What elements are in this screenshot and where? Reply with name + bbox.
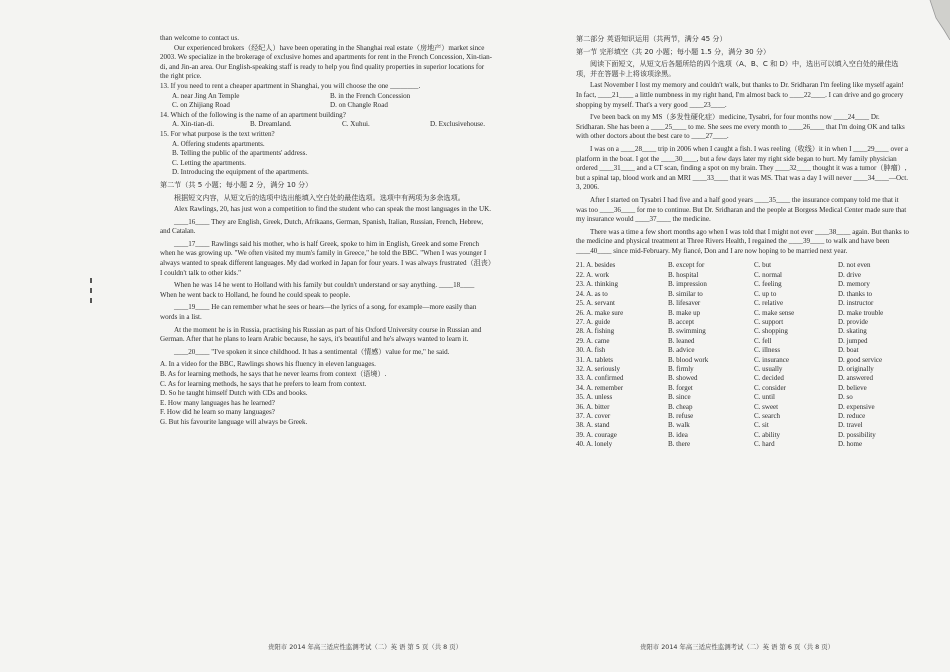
right-page [576, 34, 910, 450]
option-row [576, 337, 908, 346]
left-page [160, 34, 492, 428]
passage-paragraph: ____19____ He can remember what he sees or hears—the lyrics of a song, for example—more easily than words in a list. [160, 303, 477, 322]
option-b: B. showed [668, 374, 698, 383]
option-b: B. refuse [668, 411, 694, 420]
q14-options [160, 120, 492, 130]
option-a: 21. A. besides [576, 261, 616, 270]
option-a: 34. A. remember [576, 383, 624, 392]
option-b: B. blood work [668, 355, 709, 364]
choice-f: F. How did he learn so many languages? [160, 408, 275, 417]
option-a: 25. A. servant [576, 299, 615, 308]
option-c: C. until [754, 393, 776, 402]
option-a: 33. A. confirmed [576, 374, 624, 383]
option-b: B. make up [668, 308, 701, 317]
section-1-title: 第一节 完形填空（共 20 小题；每小题 1.5 分，满分 30 分） [576, 46, 771, 56]
option-row [576, 309, 908, 318]
q15-option-b: B. Telling the public of the apartments' address. [172, 149, 308, 158]
intro-line: than welcome to contact us. [160, 34, 239, 42]
option-a: 22. A. work [576, 270, 610, 279]
option-row [576, 327, 908, 336]
section-2-instructions: 根据短文内容，从短文后的选项中选出能填入空白处的最佳选项。选项中有两项为多余选项。 [174, 192, 465, 202]
option-c: C. shopping [754, 327, 788, 336]
option-row [576, 393, 908, 402]
option-d: D. not even [838, 261, 871, 270]
q15-option-a: A. Offering students apartments. [172, 139, 265, 148]
option-b: B. forget [668, 383, 693, 392]
choice-c: C. As for learning methods, he says that he prefers to learn from context. [160, 379, 367, 388]
section-2-title: 第二节（共 5 小题；每小题 2 分，满分 10 分） [160, 179, 313, 189]
option-c: C. usually [754, 364, 783, 373]
option-row [576, 318, 908, 327]
option-b: B. accept [668, 317, 695, 326]
option-a: 24. A. as to [576, 289, 608, 298]
option-c: C. ability [754, 430, 781, 439]
option-c: C. hard [754, 440, 775, 449]
option-a: 40. A. lonely [576, 440, 613, 449]
passage-paragraph: Alex Rawlings, 20, has just won a competition to find the student who can speak the most languages in the UK. [174, 205, 491, 214]
option-d: D. jumped [838, 336, 868, 345]
option-b: B. similar to [668, 289, 703, 298]
option-a: 29. A. came [576, 336, 610, 345]
option-a: 39. A. courage [576, 430, 617, 439]
passage-paragraph: ____20____ "I've spoken it since childhood. It has a sentimental（情感）value for me," he said. [174, 347, 450, 356]
cloze-paragraph: I've been back on my MS（多发性硬化症）medicine, Tysabri, for four months now ____24____ Dr. Sridharan. She has been a ____25____ to me. She sees me every month to ____26____ that I'm doing OK and talks with other doctors about the best care to ____27____. [576, 113, 905, 141]
option-b: B. swimming [668, 327, 706, 336]
option-c: C. but [754, 261, 772, 270]
option-c: C. up to [754, 289, 777, 298]
option-d: D. provide [838, 317, 868, 326]
choice-e: E. How many languages has he learned? [160, 398, 275, 407]
binding-marks [90, 278, 93, 308]
option-row [576, 421, 908, 430]
option-d: D. good service [838, 355, 883, 364]
option-row [576, 299, 908, 308]
right-page-footer: 贵阳市 2014 年高三适应性监测考试（二）英 语 第 6 页（共 8 页） [640, 643, 835, 651]
option-row [576, 374, 908, 383]
option-b: B. there [668, 440, 691, 449]
q13-option-c: C. on Zhijiang Road [172, 101, 230, 110]
option-a: 23. A. thinking [576, 280, 619, 289]
q13-option-a: A. near Jing An Temple [172, 91, 240, 100]
question-15: 15. For what purpose is the text written? [160, 129, 275, 138]
passage-paragraph: When he was 14 he went to Holland with his family but couldn't understand or say anything. ____18____ When he went back to Holland, he found he could speak to people. [160, 281, 475, 299]
option-c: C. relative [754, 299, 784, 308]
option-row [576, 280, 908, 289]
option-b: B. except for [668, 261, 705, 270]
option-b: B. lifesaver [668, 299, 701, 308]
option-c: C. normal [754, 270, 782, 279]
option-row [576, 261, 908, 270]
option-c: C. consider [754, 383, 786, 392]
choice-d: D. So he taught himself Dutch with CDs and books. [160, 389, 308, 398]
option-d: D. home [838, 440, 863, 449]
option-d: D. believe [838, 383, 867, 392]
option-c: C. illness [754, 346, 781, 355]
passage-paragraph: At the moment he is in Russia, practising his Russian as part of his Oxford University course in Russian and German. After that he plans to learn Arabic because, he says, it's beautiful and he's always wanted to learn it. [160, 325, 482, 344]
option-b: B. leaned [668, 336, 695, 345]
option-row [576, 271, 908, 280]
q13-option-b: B. in the French Concession [330, 91, 411, 100]
q15-option-d: D. Introducing the equipment of the apartments. [172, 168, 309, 177]
option-row [576, 346, 908, 355]
cloze-paragraph: Last November I lost my memory and couldn't walk, but thanks to Dr. Sridharan I'm feeling like myself again! In fact, ____21____ a little numbness in my right hand, I'm almost back to ____22____. I can drive and go grocery shopping by myself. That's a very good ____23____. [576, 81, 904, 109]
question-13: 13. If you need to rent a cheaper apartment in Shanghai, you will choose the one ________. [160, 81, 421, 90]
option-c: C. make sense [754, 308, 795, 317]
choice-g: G. But his favourite language will always be Greek. [160, 417, 308, 426]
choice-b: B. As for learning methods, he says that he never learns from context（语境）. [160, 370, 387, 378]
cloze-paragraph: There was a time a few short months ago when I was told that I might not ever ____38____ again. But thanks to the medicine and physical treatment at Three Rivers Health, I regained the ____39____ to walk and have been ____40____ since mid-February. My fiancé, Don and I are now hoping to be married next year. [576, 227, 909, 255]
choice-a: A. In a video for the BBC, Rawlings shows his fluency in eleven languages. [160, 360, 376, 369]
option-c: C. fell [754, 336, 772, 345]
option-a: 38. A. stand [576, 421, 610, 430]
option-a: 28. A. fishing [576, 327, 615, 336]
option-d: D. possibility [838, 430, 876, 439]
option-d: D. skating [838, 327, 867, 336]
q14-option-a: A. Xin-tian-di. [172, 120, 214, 129]
option-row [576, 412, 908, 421]
q13-options-row-2 [160, 101, 492, 111]
option-c: C. insurance [754, 355, 789, 364]
section-1-instructions: 阅读下面短文，从短文后各题所给的四个选项（A、B、C 和 D）中，选出可以填入空白处的最佳选项，并在答题卡上将该项涂黑。 [576, 59, 899, 78]
option-c: C. sit [754, 421, 769, 430]
cloze-paragraph: After I started on Tysabri I had five and a half good years ____35____ the insurance company told me that it was too ____36____ for me to continue. But Dr. Sridharan and the people at Borgess Medical Center made sure that my insurance would ____37____ the medicine. [576, 195, 907, 224]
option-b: B. firmly [668, 364, 694, 373]
option-c: C. feeling [754, 280, 782, 289]
option-row [576, 403, 908, 412]
passage-paragraph: ____17____ Rawlings said his mother, who is half Greek, spoke to him in English, Greek and some French when he was growing up. "We often visited my mum's family in Greece," he told the BBC. "When I was younger I always wanted to speak different languages. My dad worked in Japan for four years. I was always frustrated（沮丧）I couldn't talk to other kids." [160, 239, 492, 277]
option-b: B. since [668, 393, 691, 402]
q13-option-d: D. on Changle Road [330, 101, 388, 110]
option-c: C. decided [754, 374, 784, 383]
option-c: C. sweet [754, 402, 779, 411]
q14-option-b: B. Dreamland. [250, 120, 292, 129]
option-d: D. boat [838, 346, 859, 355]
option-b: B. cheap [668, 402, 693, 411]
q13-options-row-1 [160, 92, 492, 102]
option-row [576, 440, 908, 449]
cloze-paragraph: I was on a ____28____ trip in 2006 when I caught a fish. I was reeling（收线）it in when I ____29____ over a platform in the boat. I got the ____30____, but a few days later my right side began to hurt. My family physician ordered ____31____ and a CT scan, finding a spot on my brain. They ____32____ thought it was a tumor（肿瘤）, but a spinal tap, blood work and an MRI ____33____ that it was MS. That was a day I will never ____34____—Oct. 3, 2006. [576, 144, 909, 192]
option-d: D. so [838, 393, 853, 402]
page-curl-icon [916, 0, 950, 40]
option-row [576, 431, 908, 440]
option-b: B. advice [668, 346, 695, 355]
option-a: 26. A. make sure [576, 308, 624, 317]
option-a: 31. A. tablets [576, 355, 613, 364]
option-c: C. support [754, 317, 784, 326]
option-a: 27. A. guide [576, 317, 611, 326]
option-d: D. originally [838, 364, 874, 373]
option-d: D. make trouble [838, 308, 884, 317]
option-c: C. search [754, 411, 781, 420]
q14-option-d: D. Exclusivehouse. [430, 120, 485, 129]
option-b: B. hospital [668, 270, 699, 279]
left-page-footer: 贵阳市 2014 年高三适应性监测考试（二）英 语 第 5 页（共 8 页） [268, 643, 463, 651]
option-row [576, 290, 908, 299]
option-b: B. walk [668, 421, 690, 430]
question-14: 14. Which of the following is the name of an apartment building? [160, 110, 346, 119]
cloze-options-table [576, 261, 908, 449]
option-d: D. thanks to [838, 289, 873, 298]
option-d: D. answered [838, 374, 873, 383]
option-row [576, 356, 908, 365]
option-d: D. reduce [838, 411, 866, 420]
q14-option-c: C. Xuhui. [342, 120, 370, 129]
q15-option-c: C. Letting the apartments. [172, 158, 246, 167]
option-b: B. impression [668, 280, 707, 289]
option-d: D. instructor [838, 299, 874, 308]
option-row [576, 365, 908, 374]
option-a: 32. A. seriously [576, 364, 620, 373]
option-row [576, 384, 908, 393]
option-d: D. memory [838, 280, 870, 289]
passage-paragraph: ____16____ They are English, Greek, Dutch, Afrikaans, German, Spanish, Italian, Russian, French, Hebrew, and Catalan. [160, 217, 484, 236]
option-b: B. idea [668, 430, 688, 439]
intro-paragraph: Our experienced brokers（经纪人）have been operating in the Shanghai real estate（房地产）market since 2003. We specialize in the brokerage of exclusive homes and apartments for rent in the French Concession, Xin-tian-di, and Jin-an area. Our English-speaking staff is ready to help you find quality properties in superior locations for the right price. [160, 43, 493, 81]
option-a: 36. A. bitter [576, 402, 610, 411]
option-d: D. expensive [838, 402, 875, 411]
option-a: 37. A. cover [576, 411, 611, 420]
option-a: 35. A. unless [576, 393, 613, 402]
option-a: 30. A. fish [576, 346, 606, 355]
option-d: D. travel [838, 421, 863, 430]
option-d: D. drive [838, 270, 861, 279]
part-2-title: 第二部分 英语知识运用（共两节，满分 45 分） [576, 34, 727, 43]
